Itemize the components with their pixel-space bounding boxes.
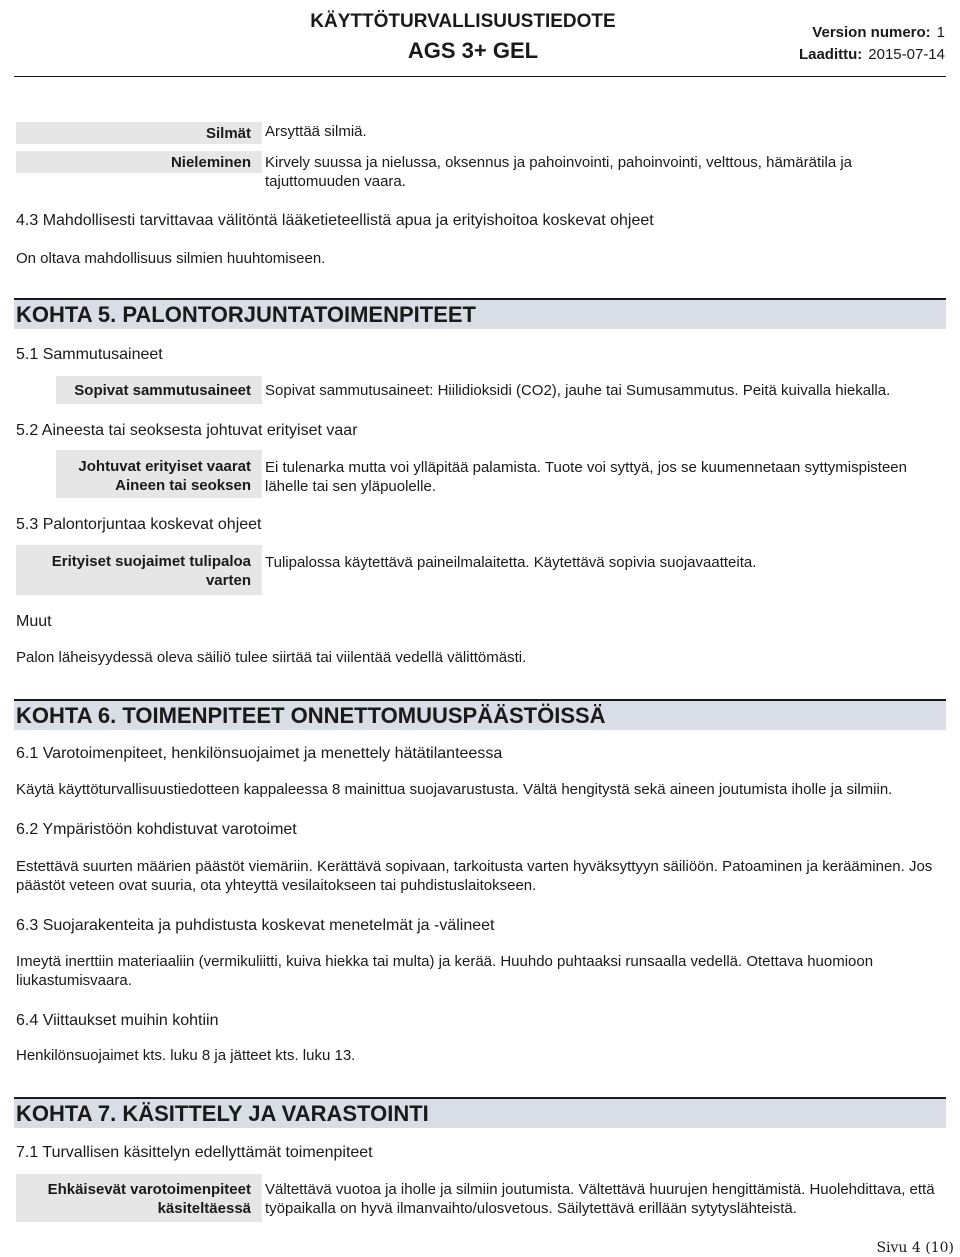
firefighter-protection-label-line1: Erityiset suojaimet tulipaloa <box>51 553 251 570</box>
special-hazards-label-line1: Johtuvat erityiset vaarat <box>78 458 251 475</box>
section-7-heading: KOHTA 7. KÄSITTELY JA VARASTOINTI <box>14 1097 946 1128</box>
date-info: Laadittu: 2015-07-14 <box>798 46 945 63</box>
ingestion-label: Nieleminen <box>16 151 262 173</box>
subsection-5-1: 5.1 Sammutusaineet <box>16 346 163 363</box>
page-number: Sivu 4 (10) <box>876 1240 954 1256</box>
subsection-6-2: 6.2 Ympäristöön kohdistuvat varotoimet <box>16 821 297 838</box>
section-6-heading: KOHTA 6. TOIMENPITEET ONNETTOMUUSPÄÄSTÖISSÄ <box>14 699 946 730</box>
subsection-4-3: 4.3 Mahdollisesti tarvittavaa välitöntä lääketieteellistä apua ja erityishoitoa koskevat ohjeet <box>16 212 654 229</box>
handling-precautions-label-line2: käsiteltäessä <box>157 1200 251 1217</box>
product-name: AGS 3+ GEL <box>407 38 539 63</box>
subsection-5-2: 5.2 Aineesta tai seoksesta johtuvat erityiset vaar <box>16 422 358 439</box>
text-6-3: Imeytä inerttiin materiaaliin (vermikuliitti, kuiva hiekka tai multa) ja kerää. Huuhdo puhtaaksi runsaalla vedellä. Otettava huomioon liukastumisvaara. <box>16 953 874 989</box>
subsection-6-4: 6.4 Viittaukset muihin kohtiin <box>16 1012 219 1029</box>
version-info: Version numero: 1 <box>812 24 945 41</box>
handling-precautions-label-line1: Ehkäisevät varotoimenpiteet <box>47 1181 251 1198</box>
other-heading: Muut <box>16 613 52 630</box>
eyes-label: Silmät <box>16 122 262 144</box>
firefighter-protection-label-line2: varten <box>205 572 251 589</box>
other-text: Palon läheisyydessä oleva säiliö tulee siirtää tai viilentää vedellä välittömästi. <box>16 649 527 666</box>
document-title: KÄYTTÖTURVALLISUUSTIEDOTE <box>310 11 616 32</box>
ingestion-text: Kirvely suussa ja nielussa, oksennus ja pahoinvointi, pahoinvointi, velttous, hämärätila ja tajuttomuuden vaara. <box>265 154 852 190</box>
text-4-3: On oltava mahdollisuus silmien huuhtomiseen. <box>16 250 326 267</box>
subsection-5-3: 5.3 Palontorjuntaa koskevat ohjeet <box>16 516 262 533</box>
section-5-heading: KOHTA 5. PALONTORJUNTATOIMENPITEET <box>14 298 946 329</box>
eyes-text: Arsyttää silmiä. <box>265 123 367 140</box>
handling-precautions-label <box>16 1174 262 1222</box>
subsection-6-1: 6.1 Varotoimenpiteet, henkilönsuojaimet ja menettely hätätilanteessa <box>16 745 503 762</box>
subsection-6-3: 6.3 Suojarakenteita ja puhdistusta koskevat menetelmät ja -välineet <box>16 917 495 934</box>
text-6-2: Estettävä suurten määrien päästöt viemäriin. Kerättävä sopivaan, tarkoitusta varten hyväksyttyyn säiliöön. Patoaminen ja kerääminen. Jos päästöt veteen ovat suuria, ota yhteyttä vesilaitokseen tai puhdistuslaitokseen. <box>16 858 933 894</box>
extinguishing-media-label: Sopivat sammutusaineet <box>56 376 262 404</box>
extinguishing-media-text: Sopivat sammutusaineet: Hiilidioksidi (CO2), jauhe tai Sumusammutus. Peitä kuivalla hiekalla. <box>265 382 891 399</box>
special-hazards-label-line2: Aineen tai seoksen <box>115 477 251 494</box>
special-hazards-text: Ei tulenarka mutta voi ylläpitää palamista. Tuote voi syttyä, jos se kuumennetaan syttymispisteen lähelle tai sen yläpuolelle. <box>265 459 907 495</box>
special-hazards-label <box>56 450 262 498</box>
text-6-1: Käytä käyttöturvallisuustiedotteen kappaleessa 8 mainittua suojavarustusta. Vältä hengitystä sekä aineen joutumista iholle ja silmiin. <box>16 781 893 798</box>
text-6-4: Henkilönsuojaimet kts. luku 8 ja jätteet kts. luku 13. <box>16 1047 356 1064</box>
subsection-7-1: 7.1 Turvallisen käsittelyn edellyttämät toimenpiteet <box>16 1144 373 1161</box>
firefighter-protection-label <box>16 545 262 595</box>
firefighter-protection-text: Tulipalossa käytettävä paineilmalaitetta. Käytettävä sopivia suojavaatteita. <box>265 554 757 571</box>
header-divider <box>14 76 946 77</box>
handling-precautions-text: Vältettävä vuotoa ja iholle ja silmiin joutumista. Vältettävä huurujen hengittämistä. Huolehdittava, että työpaikalla on hyvä ilmanvaihto/ulosvetous. Säilytettävä erillään sytytyslähteistä. <box>265 1181 935 1217</box>
